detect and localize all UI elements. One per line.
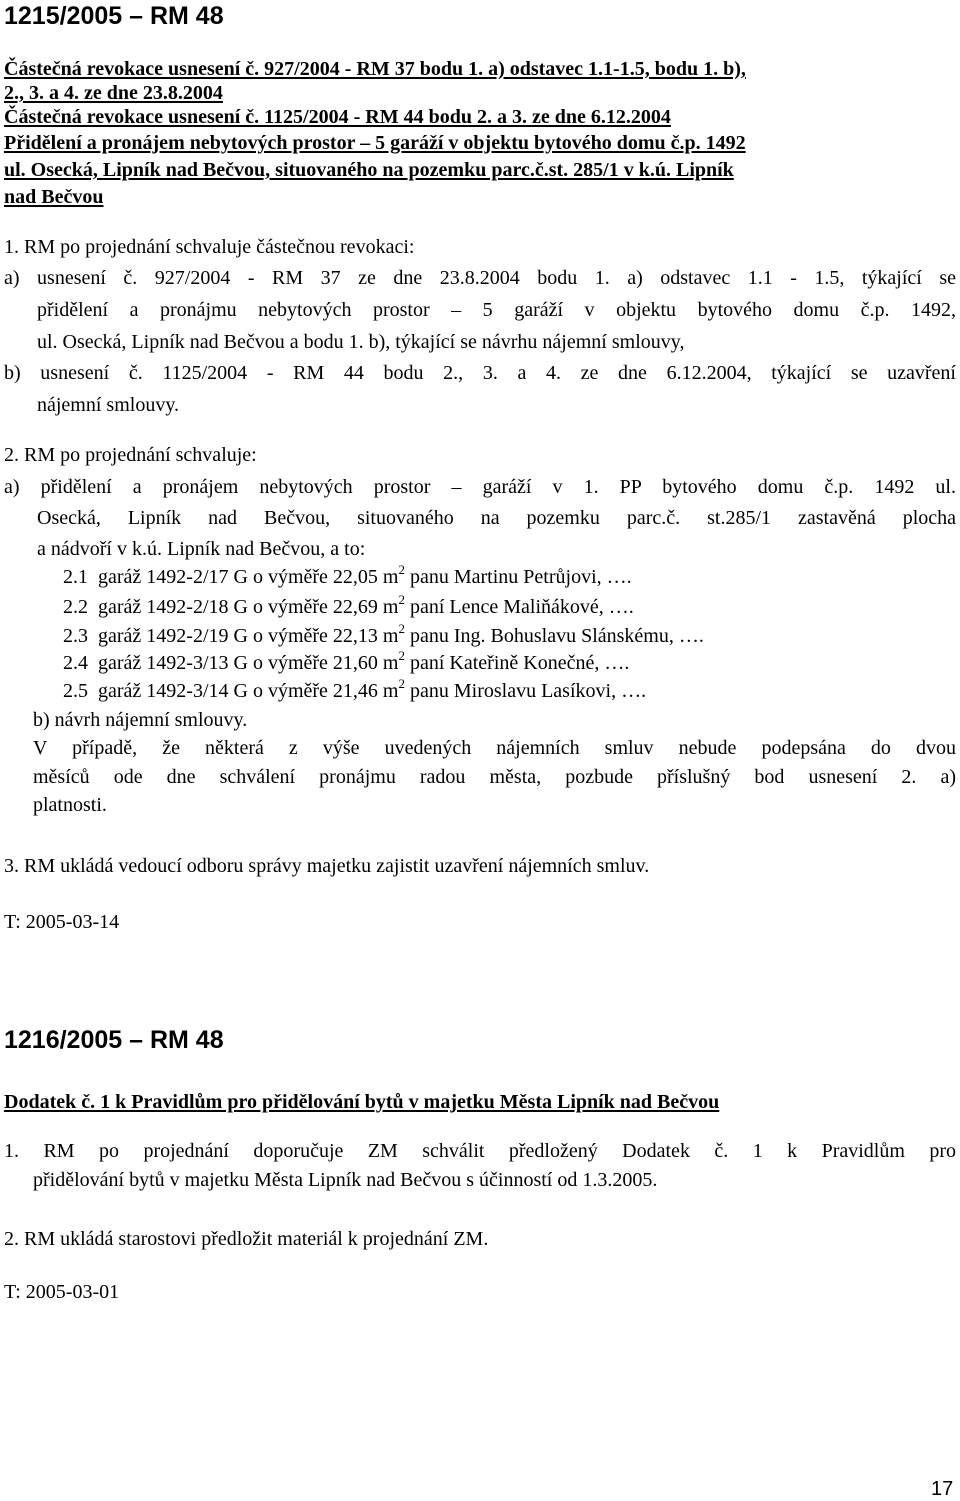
item-a-label: a) usnesení č. 927/2004 - RM 37 ze dne 23.8.2004 bodu 1. a) odstavec 1.1 - 1.5, týkající se [4, 267, 956, 289]
superscript: 2 [398, 648, 405, 663]
superscript: 2 [398, 592, 405, 607]
title-line: Částečná revokace usnesení č. 1125/2004 - RM 44 bodu 2. a 3. ze dne 6.12.2004 [4, 106, 671, 128]
item-text-line: a nádvoří v k.ú. Lipník nad Bečvou, a to: [37, 538, 366, 560]
item-b-label: b) návrh nájemní smlouvy. [33, 709, 248, 731]
title-line: Přidělení a pronájem nebytových prostor – 5 garáží v objektu bytového domu č.p. 1492 [4, 132, 746, 154]
garage-text: garáž 1492-3/14 G o výměře 21,46 m [98, 680, 399, 702]
garage-item [63, 676, 647, 703]
title-line: ul. Osecká, Lipník nad Bečvou, situovaného na pozemku parc.č.st. 285/1 v k.ú. Lipník [4, 159, 734, 181]
garage-tenant: panu Ing. Bohuslavu Slánskému, …. [404, 625, 704, 647]
title-line: Částečná revokace usnesení č. 927/2004 - RM 37 bodu 1. a) odstavec 1.1-1.5, bodu 1. b), [4, 58, 746, 80]
item-text-line: přidělení a pronájmu nebytových prostor – 5 garáží v objektu bytového domu č.p. 1492, [37, 299, 956, 321]
resolution-title: Dodatek č. 1 k Pravidlům pro přidělování bytů v majetku Města Lipník nad Bečvou [4, 1091, 720, 1113]
garage-item [63, 621, 704, 648]
superscript: 2 [398, 562, 405, 577]
paragraph-2: 2. RM ukládá starostovi předložit materiál k projednání ZM. [4, 1228, 489, 1250]
paragraph-3: 3. RM ukládá vedoucí odboru správy majetku zajistit uzavření nájemních smluv. [4, 855, 650, 877]
item-text-line: ul. Osecká, Lipník nad Bečvou a bodu 1. b), týkající se návrhu nájemní smlouvy, [37, 331, 685, 353]
resolution-heading: 1215/2005 – RM 48 [4, 2, 224, 30]
item-b-label: b) usnesení č. 1125/2004 - RM 44 bodu 2., 3. a 4. ze dne 6.12.2004, týkající se uzavření [4, 362, 956, 384]
garage-number: 2.3 [63, 625, 88, 647]
garage-item [63, 648, 630, 675]
note-line: platnosti. [33, 794, 107, 816]
garage-number: 2.4 [63, 652, 88, 674]
garage-text: garáž 1492-2/19 G o výměře 22,13 m [98, 625, 399, 647]
garage-item [63, 562, 632, 589]
note-line: měsíců ode dne schválení pronájmu radou města, pozbude příslušný bod usnesení 2. a) [33, 766, 956, 788]
term-date: T: 2005-03-01 [4, 1281, 120, 1303]
garage-number: 2.1 [63, 566, 88, 588]
garage-text: garáž 1492-2/18 G o výměře 22,69 m [98, 596, 399, 618]
garage-tenant: panu Martinu Petrůjovi, …. [404, 566, 632, 588]
resolution-heading: 1216/2005 – RM 48 [4, 1026, 224, 1054]
garage-item [63, 592, 634, 619]
garage-tenant: paní Lence Maliňákové, …. [404, 596, 634, 618]
garage-text: garáž 1492-2/17 G o výměře 22,05 m [98, 566, 399, 588]
garage-text: garáž 1492-3/13 G o výměře 21,60 m [98, 652, 399, 674]
superscript: 2 [398, 621, 405, 636]
item-text-line: nájemní smlouvy. [37, 394, 180, 416]
paragraph-1: 1. RM po projednání doporučuje ZM schválit předložený Dodatek č. 1 k Pravidlům pro [4, 1140, 956, 1162]
garage-tenant: paní Kateřině Konečné, …. [404, 652, 630, 674]
garage-number: 2.2 [63, 596, 88, 618]
superscript: 2 [398, 676, 405, 691]
garage-number: 2.5 [63, 680, 88, 702]
paragraph-heading: 1. RM po projednání schvaluje částečnou revokaci: [4, 236, 415, 258]
page-number: 17 [931, 1478, 954, 1500]
garage-tenant: panu Miroslavu Lasíkovi, …. [404, 680, 647, 702]
note-line: V případě, že některá z výše uvedených nájemních smluv nebude podepsána do dvou [33, 737, 956, 759]
paragraph-1-cont: přidělování bytů v majetku Města Lipník nad Bečvou s účinností od 1.3.2005. [33, 1169, 658, 1191]
paragraph-heading: 2. RM po projednání schvaluje: [4, 444, 257, 466]
item-a-label: a) přidělení a pronájem nebytových prostor – garáží v 1. PP bytového domu č.p. 1492 ul. [4, 476, 956, 498]
title-line: 2., 3. a 4. ze dne 23.8.2004 [4, 82, 223, 104]
item-text-line: Osecká, Lipník nad Bečvou, situovaného na pozemku parc.č. st.285/1 zastavěná plocha [37, 507, 956, 529]
title-line: nad Bečvou [4, 186, 104, 208]
term-date: T: 2005-03-14 [4, 911, 120, 933]
